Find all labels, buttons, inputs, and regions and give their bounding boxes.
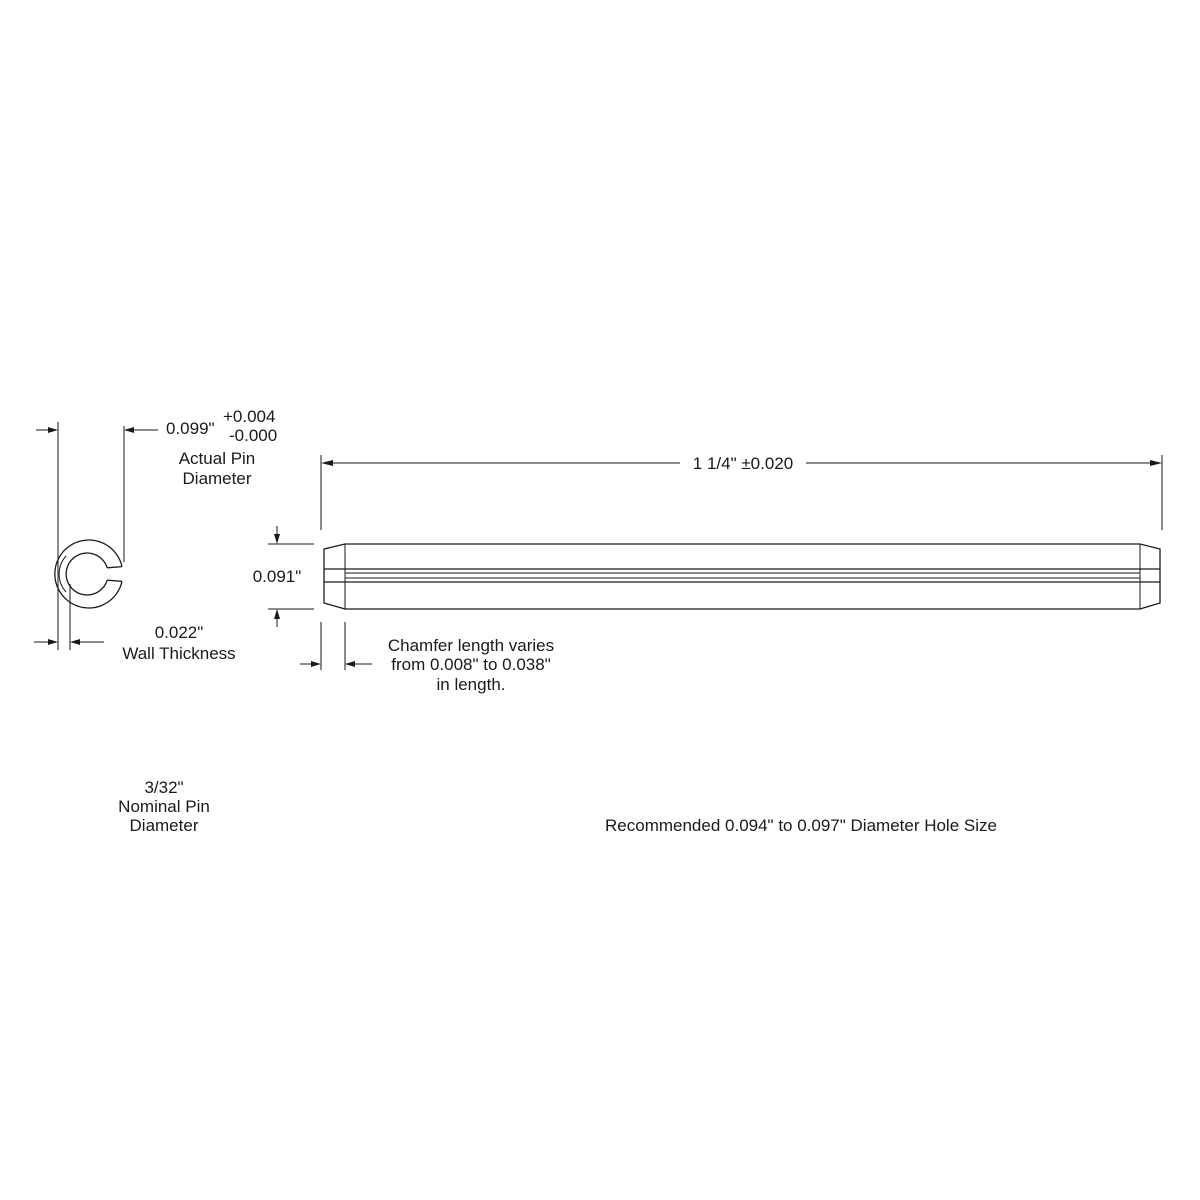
wall-thickness-arrow-right (70, 639, 80, 645)
pin-gap-lower-edge (107, 580, 122, 581)
pin-body-outline (324, 544, 1160, 609)
chamfer-note-line3: in length. (436, 675, 506, 694)
pin-section-outer (55, 540, 122, 608)
chamfer-arrow-left (311, 661, 321, 667)
length-arrow-right (1150, 460, 1162, 466)
pin-section-inner (66, 553, 107, 595)
actual-diameter-tolerance-plus: +0.004 (223, 407, 276, 426)
recommended-hole-size-note: Recommended 0.094" to 0.097" Diameter Hole Size (605, 816, 997, 835)
wall-thickness-value: 0.022" (154, 623, 204, 642)
actual-diameter-label-line2: Diameter (182, 469, 252, 488)
pin-section-shading (59, 556, 66, 592)
wall-thickness-arrow-left (48, 639, 58, 645)
side-view (253, 452, 1162, 694)
pin-gap-upper-edge (107, 567, 122, 568)
height-arrow-bottom (274, 609, 280, 619)
chamfer-note-line1: Chamfer length varies (387, 636, 555, 655)
actual-diameter-arrow-left (48, 427, 58, 433)
actual-diameter-value: 0.099" (166, 419, 215, 438)
nominal-diameter-value: 3/32" (144, 778, 184, 797)
end-view (34, 407, 277, 835)
nominal-diameter-label-line2: Diameter (129, 816, 199, 835)
length-value: 1 1/4" ±0.020 (692, 454, 794, 473)
chamfer-note-line2: from 0.008" to 0.038" (391, 655, 551, 674)
nominal-diameter-label-line1: Nominal Pin (118, 797, 210, 816)
height-value: 0.091" (252, 567, 302, 586)
actual-diameter-arrow-right (124, 427, 134, 433)
height-arrow-top (274, 534, 280, 544)
chamfer-arrow-right (345, 661, 355, 667)
actual-diameter-label-line1: Actual Pin (178, 449, 256, 468)
length-arrow-left (321, 460, 333, 466)
wall-thickness-label: Wall Thickness (122, 644, 236, 663)
actual-diameter-tolerance-minus: -0.000 (229, 426, 278, 445)
